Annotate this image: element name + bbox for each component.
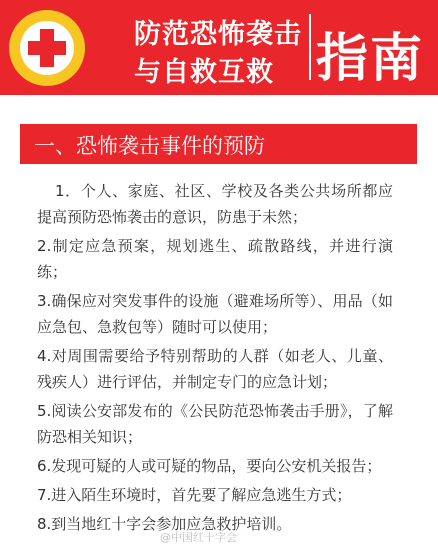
list-item: 7.进入陌生环境时，首先要了解应急逃生方式；: [37, 486, 352, 504]
list-item: 2.制定应急预案，规划逃生、疏散路线，并进行演练；: [37, 237, 393, 281]
list-item: 5.阅读公安部发布的《公民防范恐怖袭击手册》，了解防恐相关知识；: [37, 402, 393, 446]
list-item: 8.到当地红十字会参加应急救护培训。: [37, 515, 292, 533]
section-title: 一、恐怖袭击事件的预防: [34, 134, 265, 158]
list-item: 3.确保应对突发事件的设施（避难场所等）、用品（如应急包、急救包等）随时可以使用；: [37, 292, 393, 336]
title-line-2: 与自救互救: [134, 57, 274, 88]
title-line-1: 防范恐怖袭击: [134, 19, 302, 50]
watermark: @中国红十字会: [160, 531, 237, 544]
list-item: 1．个人、家庭、社区、学校及各类公共场所都应提高预防恐怖袭击的意识，防患于未然；: [37, 182, 393, 226]
header-banner: [0, 0, 438, 95]
red-cross-logo-icon: [9, 10, 85, 86]
list-item: 6.发现可疑的人或可疑的物品，要向公安机关报告；: [37, 457, 382, 475]
list-item: 4.对周围需要给予特别帮助的人群（如老人、儿童、残疾人）进行评估，并制定专门的应急计划；: [37, 347, 393, 391]
header-divider: [309, 14, 311, 80]
title-big-word: 指南: [316, 29, 425, 89]
section-header: [20, 124, 417, 164]
prevention-list: [37, 178, 393, 540]
